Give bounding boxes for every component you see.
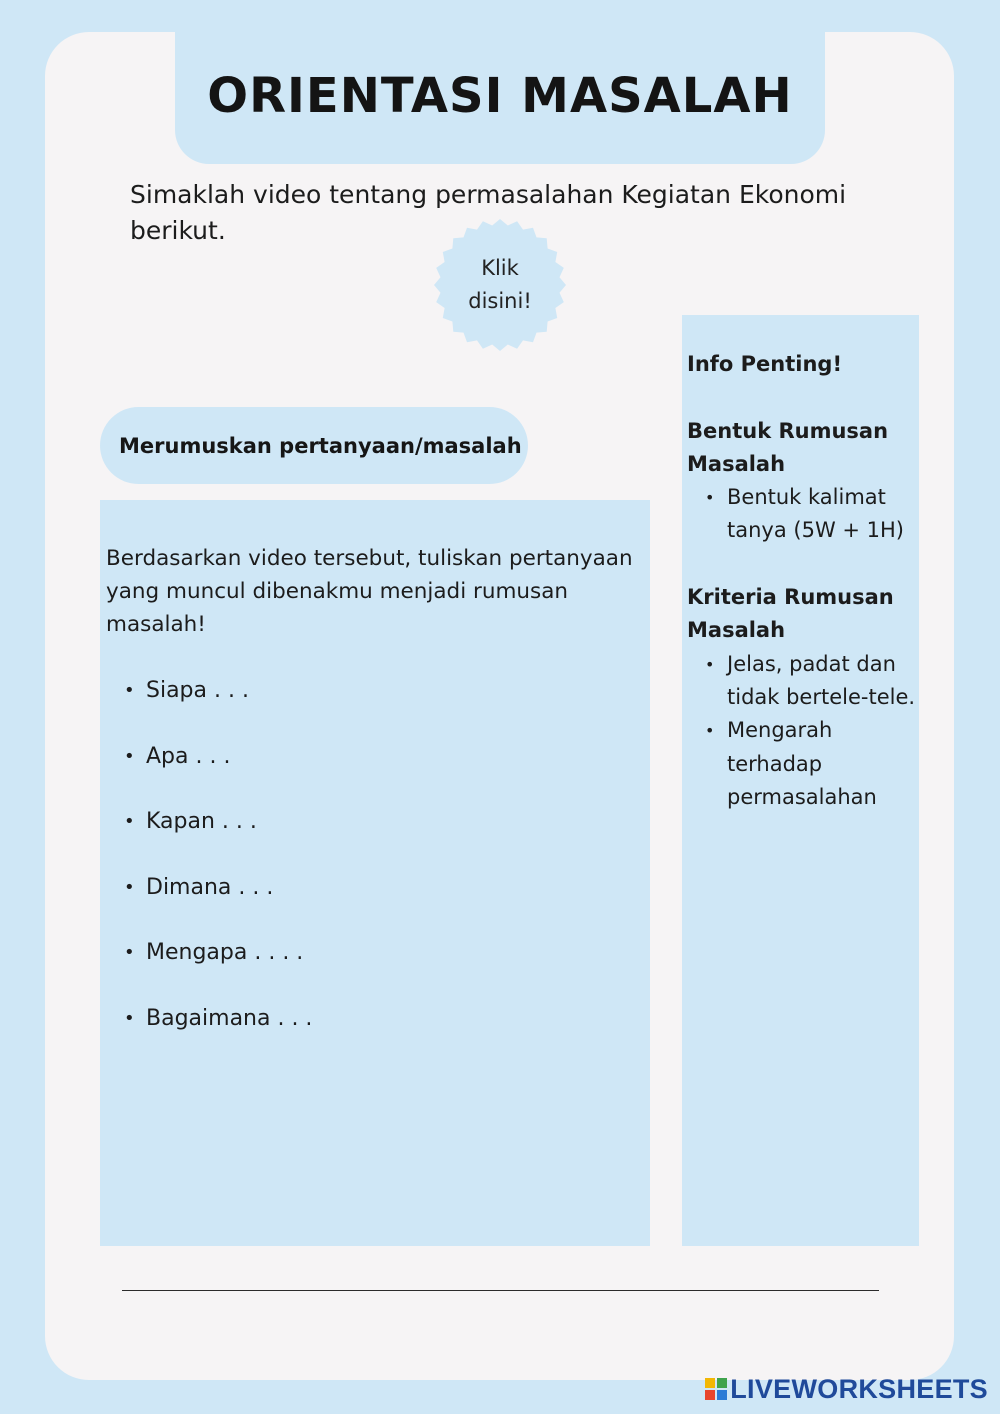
title-banner xyxy=(175,32,825,164)
section-label-text: Merumuskan pertanyaan/masalah xyxy=(119,433,522,458)
question-item: • Mengapa . . . . xyxy=(122,936,312,1002)
intro-text: Simaklah video tentang permasalahan Kegiatan Ekonomi berikut. xyxy=(130,180,847,245)
bentuk-heading: Bentuk Rumusan Masalah xyxy=(687,418,889,476)
page-title: ORIENTASI MASALAH xyxy=(207,68,793,124)
answer-panel xyxy=(100,500,650,1246)
question-item: • Siapa . . . xyxy=(122,674,312,740)
brand-name: LIVEWORKSHEETS xyxy=(730,1373,988,1404)
video-link-label-line2: disini! xyxy=(468,289,532,313)
question-item: • Apa . . . xyxy=(122,740,312,806)
kriteria-heading: Kriteria Rumusan Masalah xyxy=(687,585,894,643)
section-label xyxy=(100,407,528,484)
kriteria-item: • Mengarah terhadap permasalahan xyxy=(687,714,917,814)
question-item: • Bagaimana . . . xyxy=(122,1002,312,1068)
video-link-label-line1: Klik xyxy=(481,256,519,280)
question-list xyxy=(122,674,312,1068)
brand-footer xyxy=(705,1374,988,1404)
video-link-label xyxy=(455,252,545,318)
info-heading: Info Penting! xyxy=(687,352,843,376)
video-link-button[interactable] xyxy=(433,218,567,352)
task-instruction: Berdasarkan video tersebut, tuliskan pertanyaan yang muncul dibenakmu menjadi rumusan masalah! xyxy=(106,546,633,637)
info-panel xyxy=(682,315,919,1246)
bentuk-list xyxy=(687,481,917,548)
question-item: • Dimana . . . xyxy=(122,871,312,937)
liveworksheets-logo-icon xyxy=(705,1378,727,1400)
bentuk-item: • Bentuk kalimat tanya (5W + 1H) xyxy=(687,481,917,548)
question-item: • Kapan . . . xyxy=(122,805,312,871)
kriteria-list xyxy=(687,648,917,814)
divider-line xyxy=(122,1290,879,1291)
kriteria-item: • Jelas, padat dan tidak bertele-tele. xyxy=(687,648,917,715)
